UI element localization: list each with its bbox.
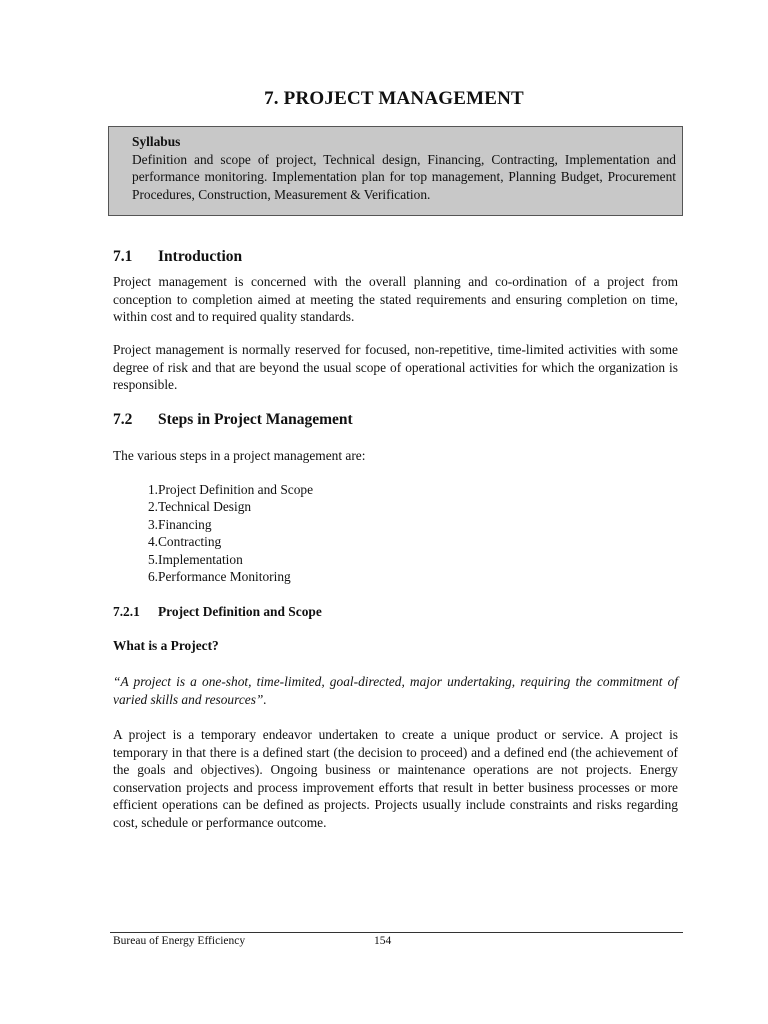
list-item-label: Financing [158, 516, 212, 532]
list-item [113, 498, 313, 515]
subsection-number: 7.2.1 [113, 604, 140, 619]
question-heading: What is a Project? [113, 638, 219, 653]
section-heading-steps [113, 411, 353, 429]
steps-list [113, 481, 313, 585]
project-definition-quote: “A project is a one-shot, time-limited, goal-directed, major undertaking, requiring the commitment of varied skills and resources”. [113, 674, 678, 707]
list-item [113, 551, 313, 568]
definition-body-paragraph: A project is a temporary endeavor undertaken to create a unique product or service. A project is temporary in that there is a defined start (the decision to proceed) and a defined end (the achievement of the goals and objectives). Ongoing business or maintenance operations are not projects. Energy conservation projects and process improvement efforts that result in better business processes or more efficient operations can be defined as projects. Projects usually include constraints and risks regarding cost, schedule or performance outcome. [113, 727, 678, 830]
syllabus-box [108, 126, 683, 216]
list-item [113, 568, 313, 585]
list-item-number: 6. [147, 569, 158, 585]
list-item-label: Technical Design [158, 499, 252, 515]
list-item-label: Performance Monitoring [158, 569, 291, 585]
section-number: 7.1 [113, 248, 133, 265]
list-item [113, 481, 313, 498]
list-item-number: 1. [147, 482, 158, 497]
subsection-heading-definition [113, 604, 322, 620]
list-item-label: Implementation [158, 551, 243, 567]
page-title: 7. PROJECT MANAGEMENT [264, 88, 524, 109]
list-item-number: 3. [147, 516, 158, 532]
list-item [113, 516, 313, 533]
list-item-number: 5. [147, 551, 158, 567]
footer-divider [110, 932, 683, 933]
section-number: 7.2 [113, 411, 133, 428]
intro-paragraph-2: Project management is normally reserved for focused, non-repetitive, time-limited activities with some degree of risk and that are beyond the usual scope of operational activities for which the organization is responsible. [113, 342, 678, 392]
steps-lead-text: The various steps in a project management are: [113, 448, 366, 463]
footer-publisher: Bureau of Energy Efficiency [113, 935, 246, 947]
intro-paragraph-1: Project management is concerned with the overall planning and co-ordination of a project from conception to completion aimed at meeting the stated requirements and ensuring completion on time, within cost and to required quality standards. [113, 274, 678, 324]
footer-page-number: 154 [374, 935, 392, 947]
syllabus-label: Syllabus [132, 134, 181, 149]
list-item [113, 533, 313, 550]
list-item-label: Contracting [158, 534, 222, 550]
list-item-number: 4. [147, 534, 158, 550]
list-item-label: Project Definition and Scope [158, 482, 314, 497]
subsection-title: Project Definition and Scope [158, 604, 322, 619]
section-title: Steps in Project Management [158, 411, 353, 428]
section-heading-introduction [113, 248, 242, 266]
section-title: Introduction [158, 248, 243, 265]
syllabus-text: Definition and scope of project, Technical design, Financing, Contracting, Implementation and performance monitoring. Implementation plan for top management, Planning Budget, Procurement Procedures, Construction, Measurement & Verification. [132, 151, 676, 202]
list-item-number: 2. [147, 499, 158, 515]
